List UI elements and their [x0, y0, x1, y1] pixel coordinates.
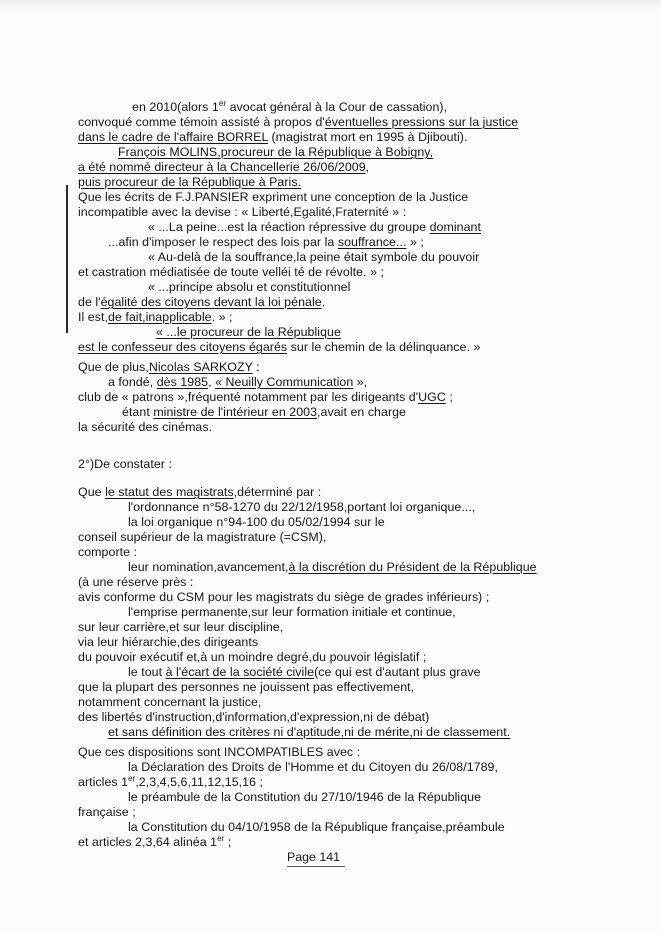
text-line — [78, 340, 480, 354]
underlined-phrase: et sans définition des critères ni d'aptitude,ni de mérite,ni de classement. — [108, 725, 511, 739]
text-line — [78, 650, 426, 664]
text-line — [78, 575, 193, 589]
text-segment: » ; — [406, 235, 424, 249]
text-line — [122, 405, 406, 419]
text-segment: leur nomination,avancement, — [128, 560, 289, 574]
text-line — [78, 265, 384, 279]
text-segment: la loi organique n°94-100 du 05/02/1994 sur le — [128, 515, 385, 529]
text-line — [108, 235, 424, 249]
underlined-phrase: de fait,inapplicable — [107, 310, 212, 324]
text-segment: du pouvoir exécutif et,à un moindre degré,du pouvoir législatif ; — [78, 650, 427, 664]
underlined-phrase: dominant — [429, 220, 481, 234]
text-line — [78, 695, 261, 709]
text-line — [78, 680, 414, 694]
text-segment: que la plupart des personnes ne jouissent pas effectivement, — [78, 680, 415, 694]
text-segment: comporte : — [78, 545, 138, 559]
text-segment: ,2,3,4,5,6,11,12,15,16 ; — [135, 775, 264, 789]
text-segment: Que les écrits de F.J.PANSIER expriment une conception de la Justice — [78, 190, 469, 204]
text-line — [78, 160, 369, 174]
text-line — [78, 420, 212, 434]
underlined-phrase: est le confesseur des citoyens égarés — [78, 340, 288, 354]
underlined-phrase: François MOLINS, — [118, 145, 221, 159]
underlined-phrase: dès 1985 — [156, 375, 209, 389]
text-segment: : — [252, 360, 260, 374]
text-segment: er — [218, 98, 227, 108]
text-line — [108, 725, 510, 739]
text-segment: « ...La peine...est la réaction répressive du groupe — [148, 220, 430, 234]
text-line — [78, 485, 321, 499]
text-segment: (à une réserve près : — [78, 575, 194, 589]
text-segment: . — [321, 295, 326, 309]
text-segment: Que de plus, — [78, 360, 149, 374]
text-line — [156, 325, 341, 339]
text-line — [132, 100, 447, 114]
text-segment: ...afin d'imposer le respect des lois par la — [108, 235, 338, 249]
text-segment: (magistrat mort en 1995 à Djibouti). — [267, 130, 468, 144]
text-line — [128, 760, 498, 774]
text-segment: , — [365, 160, 370, 174]
underlined-phrase: égalité des citoyens devant la loi pénale — [100, 295, 322, 309]
text-line — [78, 775, 263, 789]
text-line — [118, 145, 433, 159]
text-segment: (ce qui est d'autant plus grave — [314, 665, 481, 679]
text-segment: ; — [445, 390, 453, 404]
text-segment: « Au-delà de la souffrance,la peine était symbole du pouvoir — [148, 250, 480, 264]
text-segment: ,avait en charge — [317, 405, 406, 419]
underlined-phrase: éventuelles pressions sur la justice — [324, 115, 519, 129]
text-segment: la Constitution du 04/10/1958 de la République française,préambule — [128, 820, 505, 834]
text-segment: des libertés d'instruction,d'information,d'expression,ni de débat) — [78, 710, 430, 724]
underlined-phrase: procureur de la République à Bobigny, — [220, 145, 434, 159]
underlined-phrase: ministre de l'intérieur en 2003 — [153, 405, 318, 419]
underlined-phrase: Nicolas SARKOZY — [148, 360, 253, 374]
text-segment: le tout — [128, 665, 166, 679]
text-segment: l'emprise permanente,sur leur formation initiale et continue, — [128, 605, 456, 619]
text-line — [78, 390, 453, 404]
text-line — [128, 790, 481, 804]
scan-edge-shadow — [0, 0, 661, 12]
underlined-phrase: dans le cadre de l'affaire BORREL — [78, 130, 268, 144]
underlined-phrase: a été nommé directeur à la Chancellerie 26/06/2009 — [78, 160, 366, 174]
text-segment: de l' — [78, 295, 101, 309]
text-segment: avis conforme du CSM pour les magistrats du siège de grades inférieurs) ; — [78, 590, 490, 604]
text-line — [78, 310, 233, 324]
text-segment: avocat général à la Cour de cassation), — [226, 100, 448, 114]
text-line — [78, 295, 325, 309]
text-line — [78, 745, 360, 759]
text-segment: et castration médiatisée de toute velléi té de révolte. » ; — [78, 265, 385, 279]
text-segment: Que ces dispositions sont INCOMPATIBLES avec : — [78, 745, 361, 759]
text-line — [78, 130, 467, 144]
text-line — [78, 457, 172, 471]
text-segment: le préambule de la Constitution du 27/10/1946 de la République — [128, 790, 482, 804]
text-segment: et articles 2,3,64 alinéa 1 — [78, 835, 218, 849]
text-segment: « ...principe absolu et constitutionnel — [148, 280, 351, 294]
text-segment: sur le chemin de la délinquance. » — [287, 340, 481, 354]
underlined-phrase: UGC — [418, 390, 446, 404]
text-line — [78, 115, 518, 129]
text-segment: a fondé, — [108, 375, 157, 389]
text-line — [78, 530, 326, 544]
text-segment: conseil supérieur de la magistrature (=CSM), — [78, 530, 327, 544]
text-segment: club de « patrons »,fréquenté notamment par les dirigeants d' — [78, 390, 419, 404]
text-line — [78, 175, 301, 189]
text-segment: Que — [78, 485, 106, 499]
text-segment: », — [353, 375, 368, 389]
text-segment: ; — [224, 835, 232, 849]
text-segment: . » ; — [211, 310, 233, 324]
text-line — [78, 835, 231, 849]
text-line — [128, 500, 475, 514]
text-segment: notamment concernant la justice, — [78, 695, 262, 709]
text-segment: convoqué comme témoin assisté à propos d' — [78, 115, 325, 129]
text-segment: via leur hiérarchie,des dirigeants — [78, 635, 259, 649]
underlined-phrase: « Neuilly Communication — [215, 375, 354, 389]
text-line — [78, 190, 468, 204]
text-segment: sur leur carrière,et sur leur discipline, — [78, 620, 284, 634]
underlined-phrase: à la discrétion du Président de la République — [288, 560, 537, 574]
text-segment: incompatible avec la devise : « Liberté,Egalité,Fraternité » : — [78, 205, 407, 219]
underlined-phrase: « ...le procureur de la République — [156, 325, 341, 339]
text-segment: la Déclaration des Droits de l'Homme et du Citoyen du 26/08/1789, — [128, 760, 498, 774]
text-line — [148, 250, 479, 264]
text-line — [128, 515, 385, 529]
text-segment: en 2010(alors 1 — [132, 100, 219, 114]
text-segment: 2°)De constater : — [78, 457, 172, 471]
text-line — [148, 220, 481, 234]
text-segment: er — [217, 833, 225, 843]
text-line — [108, 375, 367, 389]
text-line — [78, 590, 489, 604]
text-line — [128, 560, 537, 574]
text-line — [78, 545, 137, 559]
text-line — [78, 710, 429, 724]
text-segment: , — [208, 375, 216, 389]
underlined-phrase: le statut des magistrats — [105, 485, 234, 499]
text-segment: er — [128, 773, 136, 783]
text-segment: ,déterminé par : — [233, 485, 322, 499]
text-segment: française ; — [78, 805, 136, 819]
page-number-underline — [287, 866, 345, 867]
text-segment: Il est, — [78, 310, 108, 324]
text-line — [78, 360, 260, 374]
page-number: Page 141 — [287, 850, 341, 864]
text-line — [78, 620, 283, 634]
underlined-phrase: puis procureur de la République à Paris. — [78, 175, 302, 189]
text-segment: l'ordonnance n°58-1270 du 22/12/1958,portant loi organique..., — [128, 500, 476, 514]
text-segment: articles 1 — [78, 775, 129, 789]
text-line — [128, 820, 505, 834]
text-line — [128, 605, 456, 619]
text-line — [78, 205, 406, 219]
underlined-phrase: souffrance... — [337, 235, 407, 249]
underlined-phrase: à l'écart de la société civile — [165, 665, 315, 679]
text-line — [78, 635, 258, 649]
text-line — [78, 805, 136, 819]
text-segment: la sécurité des cinémas. — [78, 420, 213, 434]
margin-sidebar-mark — [66, 185, 68, 333]
text-line — [148, 280, 350, 294]
text-line — [128, 665, 481, 679]
text-segment: étant — [122, 405, 154, 419]
